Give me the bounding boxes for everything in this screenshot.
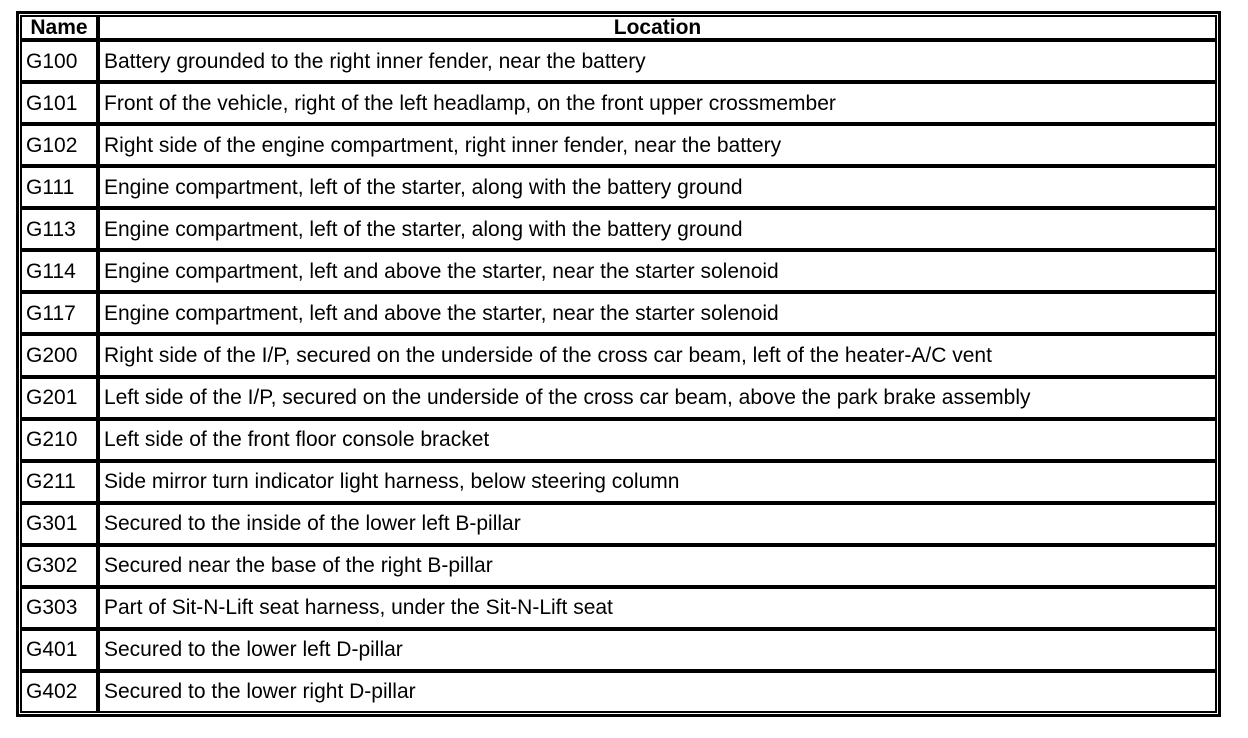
ground-name-cell: G114 [20, 250, 98, 292]
table-header-row [20, 15, 1217, 40]
table-row [20, 82, 1217, 124]
table-row [20, 292, 1217, 334]
ground-location-cell: Secured near the base of the right B-pillar [98, 545, 1217, 587]
ground-name-cell: G401 [20, 629, 98, 671]
ground-location-cell: Left side of the I/P, secured on the underside of the cross car beam, above the park brake assembly [98, 377, 1217, 419]
column-header-name: Name [20, 15, 98, 40]
ground-name-cell: G102 [20, 124, 98, 166]
ground-location-cell: Right side of the I/P, secured on the underside of the cross car beam, left of the heater-A/C vent [98, 334, 1217, 376]
table-row [20, 40, 1217, 82]
table-row [20, 671, 1217, 713]
ground-locations-table [20, 15, 1217, 713]
table-row [20, 250, 1217, 292]
ground-name-cell: G402 [20, 671, 98, 713]
table-row [20, 545, 1217, 587]
table-row [20, 629, 1217, 671]
table-row [20, 377, 1217, 419]
ground-name-cell: G211 [20, 461, 98, 503]
ground-location-cell: Engine compartment, left of the starter, along with the battery ground [98, 208, 1217, 250]
table-row [20, 166, 1217, 208]
ground-location-cell: Engine compartment, left of the starter, along with the battery ground [98, 166, 1217, 208]
ground-location-cell: Engine compartment, left and above the starter, near the starter solenoid [98, 250, 1217, 292]
ground-location-cell: Part of Sit-N-Lift seat harness, under the Sit-N-Lift seat [98, 587, 1217, 629]
table-row [20, 503, 1217, 545]
table-row [20, 208, 1217, 250]
table-row [20, 419, 1217, 461]
ground-locations-table-frame [16, 11, 1221, 717]
table-body [20, 40, 1217, 713]
ground-location-cell: Secured to the lower left D-pillar [98, 629, 1217, 671]
ground-name-cell: G100 [20, 40, 98, 82]
ground-name-cell: G117 [20, 292, 98, 334]
ground-name-cell: G200 [20, 334, 98, 376]
table-row [20, 587, 1217, 629]
ground-location-cell: Left side of the front floor console bracket [98, 419, 1217, 461]
ground-name-cell: G101 [20, 82, 98, 124]
ground-name-cell: G301 [20, 503, 98, 545]
ground-name-cell: G210 [20, 419, 98, 461]
ground-name-cell: G113 [20, 208, 98, 250]
ground-location-cell: Right side of the engine compartment, right inner fender, near the battery [98, 124, 1217, 166]
ground-location-cell: Secured to the lower right D-pillar [98, 671, 1217, 713]
ground-location-cell: Side mirror turn indicator light harness, below steering column [98, 461, 1217, 503]
ground-name-cell: G302 [20, 545, 98, 587]
table-row [20, 334, 1217, 376]
ground-location-cell: Secured to the inside of the lower left B-pillar [98, 503, 1217, 545]
ground-location-cell: Front of the vehicle, right of the left headlamp, on the front upper crossmember [98, 82, 1217, 124]
ground-location-cell: Battery grounded to the right inner fender, near the battery [98, 40, 1217, 82]
table-row [20, 124, 1217, 166]
column-header-location: Location [98, 15, 1217, 40]
ground-location-cell: Engine compartment, left and above the starter, near the starter solenoid [98, 292, 1217, 334]
ground-name-cell: G303 [20, 587, 98, 629]
table-row [20, 461, 1217, 503]
ground-name-cell: G111 [20, 166, 98, 208]
ground-name-cell: G201 [20, 377, 98, 419]
